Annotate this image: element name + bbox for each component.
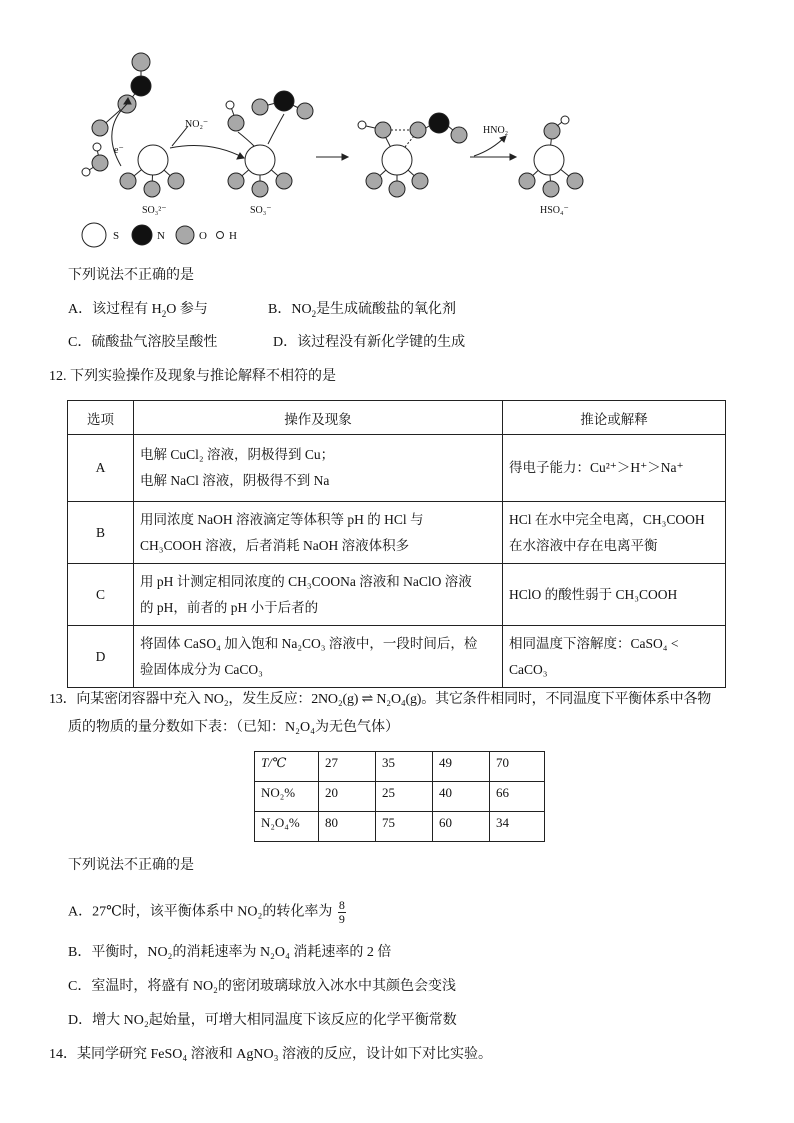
table-row <box>68 435 726 502</box>
q13-cell: 35 <box>376 752 433 782</box>
table-row <box>68 502 726 564</box>
q11-option-a-sub: 2 <box>161 308 167 319</box>
legend-s-label: S <box>113 230 120 242</box>
hno2-label: HNO₂ <box>483 125 509 136</box>
water-molecule <box>82 143 108 176</box>
q12-row-a-operation <box>134 435 503 502</box>
q12-row-b-op-line2: CH₃COOH 溶液，后者消耗 NaOH 溶液体积多 <box>140 537 410 553</box>
q12-row-d-explanation <box>503 626 726 688</box>
q12-header-row <box>68 401 726 435</box>
q13-option-c: C．室温时，将盛有 NO₂的密闭玻璃球放入冰水中其颜色会变浅 <box>68 979 456 994</box>
q13-cell: 20 <box>319 782 376 812</box>
q12-row-c-operation <box>134 564 503 626</box>
q13-cell: 40 <box>433 782 490 812</box>
q13-option-a-denominator: 9 <box>338 912 345 926</box>
q13-option-a <box>68 899 346 926</box>
q12-row-d-op-line2: 验固体成分为 CaCO₃ <box>140 661 263 677</box>
so3-2minus-molecule <box>120 145 184 197</box>
q12-header-option: 选项 <box>68 401 134 435</box>
no2-molecule-top <box>252 91 313 119</box>
q11-option-d: D．该过程没有新化学键的生成 <box>273 335 466 350</box>
q12-row-b-op-line1: 用同浓度 NaOH 溶液滴定等体积等 pH 的 HCl 与 <box>140 511 424 527</box>
q13-table <box>254 751 545 842</box>
q12-row-c-exp-line1: HClO 的酸性弱于 CH₃COOH <box>509 586 678 602</box>
so3-minus-label: SO₃⁻ <box>250 205 272 216</box>
table-row <box>255 812 545 842</box>
hso4-molecule <box>519 116 583 197</box>
q11-option-b-pre: B．NO <box>268 302 312 317</box>
no2-molecule-left <box>92 53 151 136</box>
so3-2minus-label: SO₃²⁻ <box>142 205 167 216</box>
q12-row-b-explanation <box>503 502 726 564</box>
no2-label: NO₂⁻ <box>185 119 209 130</box>
legend-o-label: O <box>199 230 207 242</box>
q12-row-c-option: C <box>68 564 134 626</box>
q12-row-c-op-line1: 用 pH 计测定相同浓度的 CH₃COONa 溶液和 NaClO 溶液 <box>140 573 472 589</box>
q13-cell: 80 <box>319 812 376 842</box>
q12-row-a-exp-line1: 得电子能力：Cu²⁺＞H⁺＞Na⁺ <box>509 460 684 475</box>
q13-cell: 66 <box>490 782 545 812</box>
intermediate-molecule <box>358 113 467 197</box>
q13-cell: 75 <box>376 812 433 842</box>
q12-row-d-op-line1: 将固体 CaSO₄ 加入饱和 Na₂CO₃ 溶液中，一段时间后，检 <box>140 635 478 651</box>
table-row <box>68 626 726 688</box>
q11-option-b-post: 是生成硫酸盐的氧化剂 <box>316 302 457 317</box>
q13-cell: 27 <box>319 752 376 782</box>
table-row <box>68 564 726 626</box>
q14-stem: 14．某同学研究 FeSO₄ 溶液和 AgNO₃ 溶液的反应，设计如下对比实验。 <box>49 1047 492 1062</box>
q11-option-a-post: O 参与 <box>166 302 208 317</box>
q13-option-a-text: A．27℃时，该平衡体系中 NO₂的转化率为 <box>68 904 333 920</box>
oh-group <box>226 101 244 131</box>
q13-prompt: 下列说法不正确的是 <box>68 858 194 873</box>
electron-label: e⁻ <box>114 145 124 156</box>
q12-row-d-exp-line1: 相同温度下溶解度：CaSO₄ < <box>509 635 679 651</box>
legend-h-label: H <box>229 230 237 242</box>
q12-row-a-op-line1: 电解 CuCl₂ 溶液，阴极得到 Cu； <box>140 447 335 462</box>
q13-option-a-numerator: 8 <box>338 898 345 912</box>
q12-header-operation: 操作及现象 <box>134 401 503 435</box>
q13-cell: 25 <box>376 782 433 812</box>
q13-row-label-temp: T/℃ <box>255 752 319 782</box>
q13-row-label-no2: NO₂% <box>255 782 319 812</box>
q13-cell: 34 <box>490 812 545 842</box>
q11-option-a <box>68 301 208 323</box>
q13-option-b: B．平衡时，NO₂的消耗速率为 N₂O₄ 消耗速率的 2 倍 <box>68 945 392 960</box>
q11-option-c: C．硫酸盐气溶胶呈酸性 <box>68 335 218 350</box>
q12-row-a-explanation <box>503 435 726 502</box>
q12-row-c-explanation <box>503 564 726 626</box>
q11-option-b-sub: 2 <box>311 308 317 319</box>
q11-prompt: 下列说法不正确的是 <box>68 268 194 283</box>
q12-row-d-operation <box>134 626 503 688</box>
hso4-label: HSO₄⁻ <box>540 205 569 216</box>
q12-row-b-exp-line1: HCl 在水中完全电离，CH₃COOH <box>509 511 705 527</box>
q12-row-b-option: B <box>68 502 134 564</box>
q13-cell: 49 <box>433 752 490 782</box>
q13-stem-line1: 13．向某密闭容器中充入 NO₂，发生反应：2NO₂(g) ⇌ N₂O₄(g)。其它条件相同时，不同温度下平衡体系中各物 <box>49 692 712 707</box>
q11-option-b <box>268 301 456 323</box>
q12-row-c-op-line2: 的 pH，前者的 pH 小于后者的 <box>140 599 319 615</box>
q12-stem: 12. 下列实验操作及现象与推论解释不相符的是 <box>49 369 336 384</box>
legend-n-label: N <box>157 230 165 242</box>
q13-cell: 60 <box>433 812 490 842</box>
so3-minus-molecule <box>228 145 292 197</box>
q11-option-a-pre: A．该过程有 H <box>68 302 162 317</box>
q12-row-a-option: A <box>68 435 134 502</box>
reaction-mechanism-diagram <box>0 0 794 250</box>
table-row <box>255 752 545 782</box>
table-row <box>255 782 545 812</box>
q12-header-explanation: 推论或解释 <box>503 401 726 435</box>
q13-cell: 70 <box>490 752 545 782</box>
q13-option-d: D．增大 NO₂起始量，可增大相同温度下该反应的化学平衡常数 <box>68 1013 457 1028</box>
q12-row-a-op-line2: 电解 NaCl 溶液，阴极得不到 Na <box>140 473 330 488</box>
q12-table <box>67 400 726 688</box>
q12-row-b-operation <box>134 502 503 564</box>
q13-option-a-fraction <box>338 899 346 926</box>
q12-row-d-exp-line2: CaCO₃ <box>509 661 548 677</box>
q13-row-label-n2o4: N₂O₄% <box>255 812 319 842</box>
q13-stem-line2: 质的物质的量分数如下表：（已知：N₂O₄为无色气体） <box>68 720 399 735</box>
q12-row-b-exp-line2: 在水溶液中存在电离平衡 <box>509 537 658 553</box>
q12-row-d-option: D <box>68 626 134 688</box>
